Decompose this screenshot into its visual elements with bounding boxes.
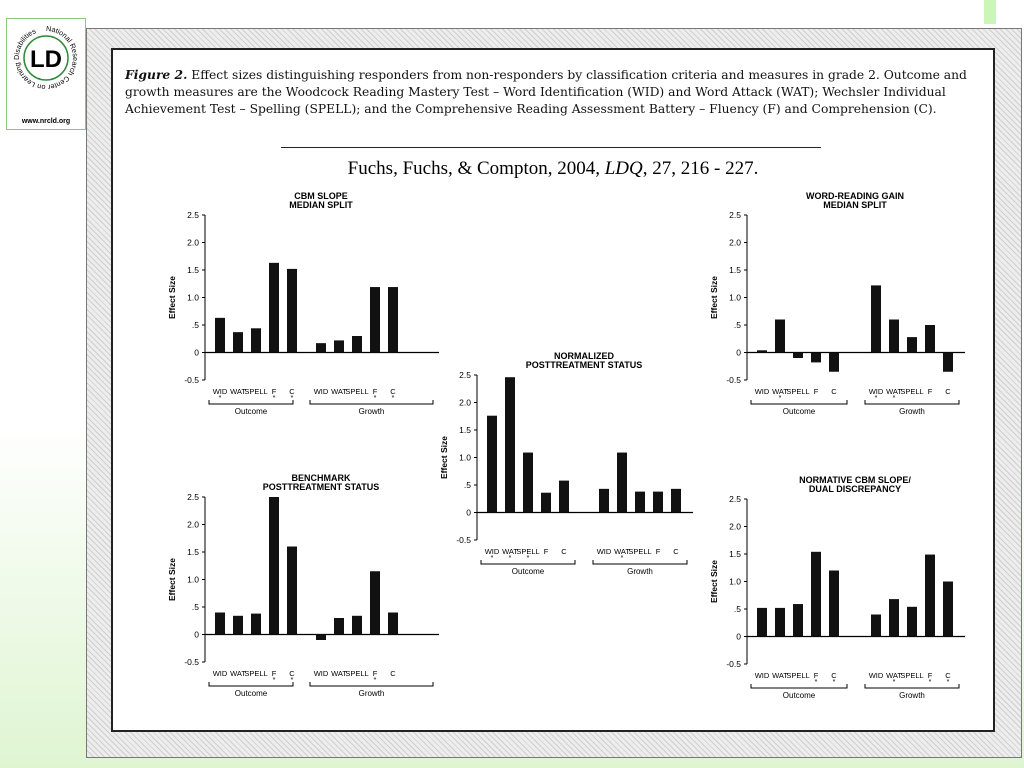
y-tick-label: 1.5 [187, 547, 199, 557]
significance-star: * [946, 679, 950, 686]
bar [541, 493, 551, 513]
chart-bench [167, 473, 439, 698]
chart-cbm [167, 191, 439, 416]
chart-word [709, 191, 965, 416]
bar [793, 353, 803, 359]
group-bracket [209, 400, 293, 404]
y-tick-label: .5 [463, 480, 471, 490]
significance-star: * [373, 395, 377, 402]
significance-star: * [814, 679, 818, 686]
group-label: Growth [899, 691, 925, 700]
category-label: C [561, 547, 567, 556]
category-label: F [271, 387, 277, 396]
y-tick-label: 2.0 [729, 237, 741, 248]
chart-title-line: MEDIAN SPLIT [289, 200, 353, 210]
category-label: WAT [772, 671, 788, 680]
bar [943, 353, 953, 372]
bar [334, 340, 344, 352]
chart-title-line: MEDIAN SPLIT [823, 200, 887, 210]
category-label: SPELL [786, 671, 810, 680]
category-label: SPELL [786, 387, 810, 396]
y-tick-label: 2.5 [729, 494, 741, 504]
category-label: F [813, 671, 819, 680]
category-label: WID [868, 671, 884, 680]
chart-title-line: CBM SLOPE [294, 191, 348, 201]
group-label: Growth [358, 689, 385, 698]
bar [653, 492, 663, 513]
charts-canvas [113, 50, 993, 730]
group-label: Growth [899, 407, 925, 416]
bar [775, 320, 785, 353]
category-label: SPELL [244, 387, 268, 396]
y-axis-label: Effect Size [709, 276, 719, 319]
bar [811, 353, 821, 363]
group-label: Outcome [782, 691, 816, 700]
category-label: SPELL [900, 671, 924, 680]
chart-title-line: NORMALIZED [554, 351, 614, 361]
bar [811, 552, 821, 637]
category-label: WID [212, 387, 228, 396]
bar [559, 481, 569, 513]
bar [233, 332, 243, 352]
y-tick-label: .5 [191, 320, 199, 330]
category-label: SPELL [345, 669, 369, 678]
figure-label: Figure 2. [125, 67, 188, 82]
group-bracket [865, 400, 959, 404]
bar [269, 263, 279, 353]
bar [370, 571, 380, 634]
category-label: F [271, 669, 277, 678]
category-label: WID [754, 387, 770, 396]
y-axis-label: Effect Size [167, 558, 177, 601]
significance-star: * [892, 395, 896, 402]
chart-title-line: POSTTREATMENT STATUS [525, 360, 643, 370]
bar [907, 337, 917, 352]
category-label: F [927, 387, 933, 396]
chart-norm [439, 351, 693, 576]
significance-star: * [218, 395, 222, 402]
bar [316, 635, 326, 641]
chart-title-line: DUAL DISCREPANCY [808, 484, 902, 494]
bar [757, 608, 767, 637]
y-tick-label: 0 [194, 629, 199, 640]
y-tick-label: 0 [736, 631, 741, 642]
y-tick-label: -0.5 [456, 535, 471, 545]
group-label: Outcome [511, 567, 545, 576]
category-label: WAT [331, 669, 347, 678]
bar [215, 613, 225, 635]
y-tick-label: 1.5 [459, 425, 471, 435]
y-tick-label: -0.5 [184, 657, 199, 667]
category-label: WID [868, 387, 884, 396]
category-label: WID [596, 547, 612, 556]
bar [287, 269, 297, 353]
logo-graphic [7, 19, 85, 129]
y-tick-label: 1.0 [729, 292, 741, 303]
category-label: SPELL [628, 547, 652, 556]
group-bracket [593, 560, 687, 564]
category-label: WAT [886, 671, 902, 680]
y-tick-label: 2.0 [729, 521, 741, 532]
y-tick-label: .5 [191, 602, 199, 612]
chart-title-line: NORMATIVE CBM SLOPE/ [799, 475, 911, 485]
bar [287, 547, 297, 635]
citation-rest: , 27, 216 - 227. [642, 158, 759, 179]
bar [599, 489, 609, 513]
category-label: F [372, 669, 378, 678]
y-tick-label: .5 [733, 320, 741, 330]
category-label: F [372, 387, 378, 396]
y-axis-label: Effect Size [439, 436, 449, 479]
y-tick-label: 2.5 [729, 210, 741, 220]
significance-star: * [490, 555, 494, 562]
significance-star: * [373, 677, 377, 684]
category-label: C [390, 669, 396, 678]
figure-caption-text: Effect sizes distinguishing responders from non-responders by classification criteria and measures in grade 2. Outcome and growth measures are the Woodcock Reading Mastery Test – Word Identification (WID) and Word Attack (WAT); Wechsler Individual Achievement Test – Spelling (SPELL); and the Comprehensive Reading Assessment Battery – Fluency (F) and Comprehension (C). [125, 68, 967, 116]
bar [617, 453, 627, 513]
category-label: F [927, 671, 933, 680]
logo-mark: LD [30, 46, 62, 73]
group-bracket [310, 682, 433, 686]
bar [352, 336, 362, 353]
chart-title-line: WORD-READING GAIN [806, 191, 904, 201]
category-label: C [945, 387, 951, 396]
y-tick-label: 1.0 [187, 292, 199, 303]
significance-star: * [928, 679, 932, 686]
category-label: WAT [502, 547, 518, 556]
y-tick-label: 2.0 [187, 519, 199, 530]
y-tick-label: 2.5 [187, 492, 199, 502]
category-label: WAT [230, 387, 246, 396]
category-label: F [655, 547, 661, 556]
bar [925, 555, 935, 637]
y-axis-label: Effect Size [167, 276, 177, 319]
bar [793, 604, 803, 636]
bar [907, 607, 917, 637]
significance-star: * [874, 395, 878, 402]
group-label: Outcome [234, 689, 268, 698]
significance-star: * [290, 395, 294, 402]
bar [775, 608, 785, 637]
category-label: SPELL [900, 387, 924, 396]
y-tick-label: 0 [466, 507, 471, 518]
y-tick-label: 1.5 [729, 265, 741, 275]
group-label: Outcome [782, 407, 816, 416]
category-label: C [289, 669, 295, 678]
chart-title-line: BENCHMARK [291, 473, 351, 483]
bar [757, 350, 767, 352]
category-label: F [543, 547, 549, 556]
y-tick-label: 1.5 [729, 549, 741, 559]
bar [889, 320, 899, 353]
significance-star: * [272, 395, 276, 402]
category-label: C [390, 387, 396, 396]
significance-star: * [620, 555, 624, 562]
y-tick-label: -0.5 [184, 375, 199, 385]
bar [352, 616, 362, 635]
significance-star: * [508, 555, 512, 562]
y-tick-label: -0.5 [726, 659, 741, 669]
significance-star: * [272, 677, 276, 684]
chart-dual [709, 475, 965, 700]
bar [269, 497, 279, 635]
y-tick-label: 2.5 [459, 370, 471, 380]
citation-journal: LDQ [604, 158, 643, 179]
bar [829, 571, 839, 637]
bar [233, 616, 243, 635]
y-tick-label: 0 [736, 347, 741, 358]
significance-star: * [778, 395, 782, 402]
bar [523, 453, 533, 513]
category-label: C [945, 671, 951, 680]
significance-star: * [832, 679, 836, 686]
category-label: SPELL [345, 387, 369, 396]
chart-title-line: POSTTREATMENT STATUS [262, 482, 380, 492]
citation-authors: Fuchs, Fuchs, & Compton, 2004, [347, 158, 605, 179]
y-tick-label: 2.0 [187, 237, 199, 248]
bar [388, 287, 398, 352]
nrcld-logo [6, 18, 86, 130]
y-tick-label: 1.0 [459, 452, 471, 463]
y-tick-label: .5 [733, 604, 741, 614]
category-label: WAT [614, 547, 630, 556]
significance-star: * [290, 677, 294, 684]
bar [215, 318, 225, 353]
category-label: C [289, 387, 295, 396]
category-label: SPELL [244, 669, 268, 678]
figure-page [111, 48, 995, 732]
group-label: Growth [358, 407, 385, 416]
y-tick-label: 1.0 [187, 574, 199, 585]
category-label: C [673, 547, 679, 556]
y-axis-label: Effect Size [709, 560, 719, 603]
category-label: WID [212, 669, 228, 678]
category-label: WAT [886, 387, 902, 396]
significance-star: * [892, 679, 896, 686]
corner-accent-bar [984, 0, 996, 24]
bar [505, 377, 515, 512]
significance-star: * [526, 555, 530, 562]
y-tick-label: 1.5 [187, 265, 199, 275]
category-label: WAT [331, 387, 347, 396]
category-label: C [831, 671, 837, 680]
group-bracket [751, 400, 847, 404]
bar [925, 325, 935, 353]
logo-ring-text: National Research Center on Learning Disabilities [11, 23, 81, 93]
category-label: WID [313, 669, 329, 678]
bar [487, 416, 497, 513]
bar [889, 599, 899, 636]
logo-url: www.nrcld.org [21, 118, 71, 125]
category-label: WID [754, 671, 770, 680]
category-label: WAT [230, 669, 246, 678]
group-label: Outcome [234, 407, 268, 416]
group-bracket [865, 684, 959, 688]
bar [334, 618, 344, 635]
bar [251, 328, 261, 352]
bar [251, 614, 261, 635]
y-tick-label: 0 [194, 347, 199, 358]
category-label: F [813, 387, 819, 396]
y-tick-label: -0.5 [726, 375, 741, 385]
bar [871, 285, 881, 352]
category-label: WID [313, 387, 329, 396]
bar [316, 343, 326, 352]
category-label: C [831, 387, 837, 396]
bar [671, 489, 681, 513]
category-label: WID [484, 547, 500, 556]
bar [370, 287, 380, 352]
y-tick-label: 2.0 [459, 397, 471, 408]
category-label: SPELL [516, 547, 540, 556]
bar [871, 615, 881, 637]
group-bracket [209, 682, 293, 686]
bar [943, 582, 953, 637]
y-tick-label: 1.0 [729, 576, 741, 587]
bar [635, 492, 645, 513]
bar [388, 613, 398, 635]
y-tick-label: 2.5 [187, 210, 199, 220]
category-label: WAT [772, 387, 788, 396]
bar [829, 353, 839, 372]
significance-star: * [391, 395, 395, 402]
group-bracket [310, 400, 433, 404]
group-label: Growth [627, 567, 653, 576]
